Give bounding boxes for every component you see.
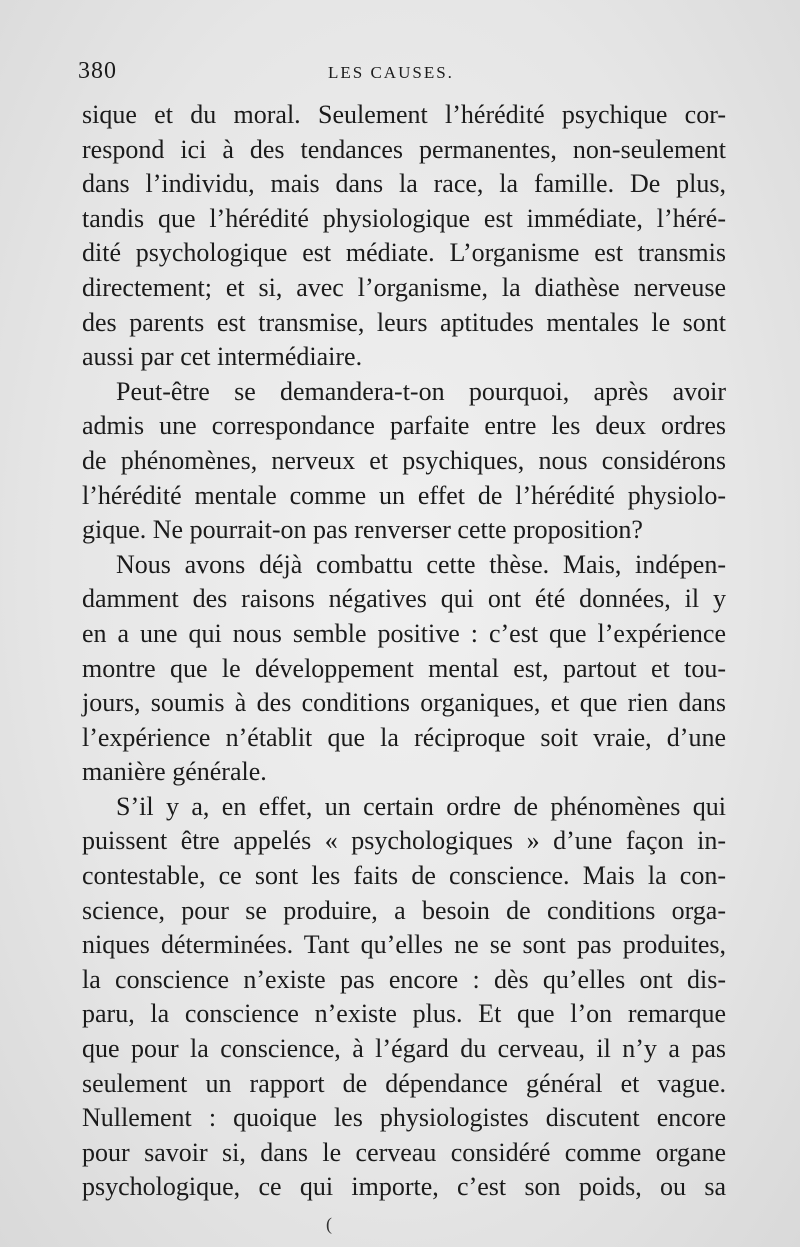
text-line: admis une correspondance parfaite entre les deux ordres [82,411,726,441]
text-line: l’hérédité mentale comme un effet de l’hérédité physiolo- [82,480,726,510]
text-line: dité psychologique est médiate. L’organisme est transmis [82,238,726,268]
text-line: Nullement : quoique les physiologistes discutent encore [82,1103,726,1133]
text-line: respond ici à des tendances permanentes, non-seulement [82,134,726,164]
text-line: contestable, ce sont les faits de conscience. Mais la con- [82,861,726,891]
page-header [78,58,718,94]
text-line: dans l’individu, mais dans la race, la famille. De plus, [82,169,726,199]
text-line: tandis que l’hérédité physiologique est immédiate, l’héré- [82,203,726,233]
footer-mark: ( [326,1214,332,1234]
text-line: gique. Ne pourrait-on pas renverser cette proposition? [82,515,643,545]
text-line: niques déterminées. Tant qu’elles ne se sont pas produites, [82,930,726,960]
text-line: damment des raisons négatives qui ont été données, il y [82,584,726,614]
text-line: puissent être appelés « psychologiques » d’une façon in- [82,826,726,856]
text-line: pour savoir si, dans le cerveau considéré comme organe [82,1137,726,1167]
paragraph-first-line: Nous avons déjà combattu cette thèse. Mais, indépen- [116,549,726,579]
text-line: paru, la conscience n’existe plus. Et que l’on remarque [82,999,726,1029]
text-line: seulement un rapport de dépendance général et vague. [82,1068,726,1098]
text-line: sique et du moral. Seulement l’hérédité psychique cor- [82,100,726,129]
text-line: aussi par cet intermédiaire. [82,342,363,372]
paragraph-first-line: Peut-être se demandera-t-on pourquoi, après avoir [116,376,726,406]
text-line: que pour la conscience, à l’égard du cerveau, il n’y a pas [82,1034,726,1064]
text-line: jours, soumis à des conditions organiques, et que rien dans [82,688,726,718]
text-line: montre que le développement mental est, partout et tou- [82,653,726,683]
page-number: 380 [78,58,117,84]
body-text [82,98,726,1205]
text-line: des parents est transmise, leurs aptitudes mentales le sont [82,307,726,337]
text-line: manière générale. [82,757,267,787]
paragraph-first-line: S’il y a, en effet, un certain ordre de phénomènes qui [116,791,726,821]
running-head: LES CAUSES. [328,63,454,82]
text-line: la conscience n’existe pas encore : dès qu’elles ont dis- [82,964,726,994]
text-line: l’expérience n’établit que la réciproque soit vraie, d’une [82,722,726,752]
text-line: directement; et si, avec l’organisme, la diathèse nerveuse [82,272,726,302]
text-line: de phénomènes, nerveux et psychiques, nous considérons [82,445,726,475]
text-line: science, pour se produire, a besoin de conditions orga- [82,895,726,925]
text-line: psychologique, ce qui importe, c’est son poids, ou sa [82,1172,726,1202]
text-line: en a une qui nous semble positive : c’est que l’expérience [82,618,726,648]
